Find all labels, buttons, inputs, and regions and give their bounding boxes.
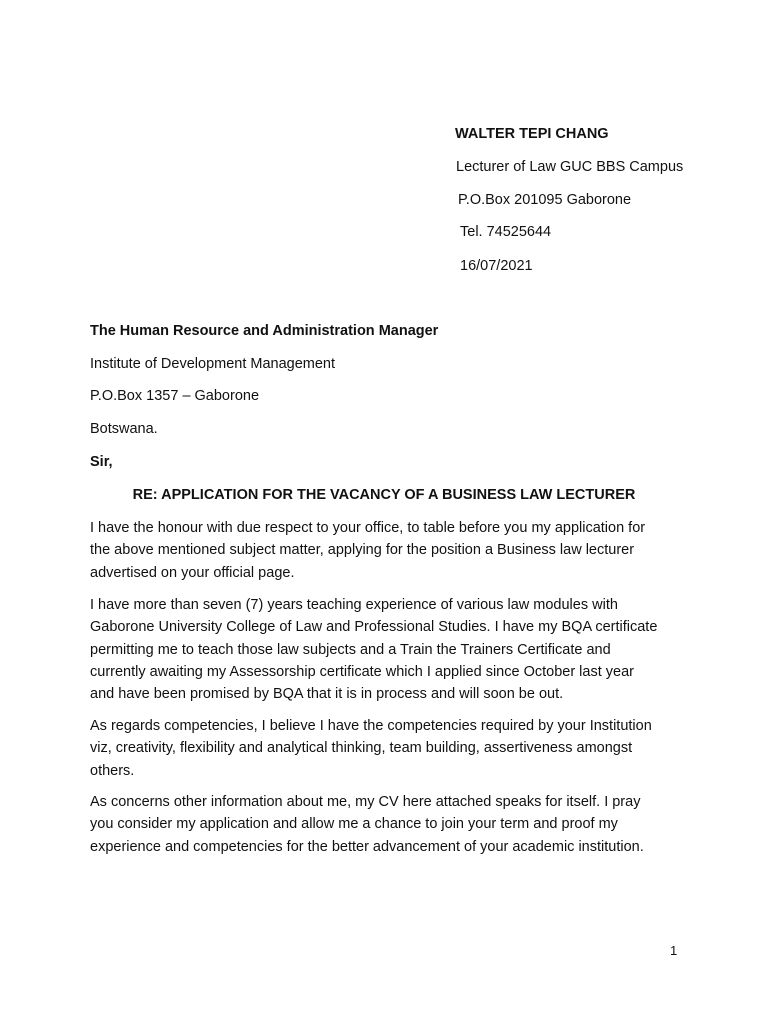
- salutation: Sir,: [90, 454, 113, 470]
- recipient-organization: Institute of Development Management: [90, 356, 336, 372]
- paragraph-line: others.: [90, 762, 135, 779]
- body-paragraph-1: [90, 517, 690, 584]
- paragraph-line: advertised on your official page.: [90, 564, 295, 581]
- paragraph-line: currently awaiting my Assessorship certificate which I applied since October last year: [90, 663, 634, 680]
- recipient-address: P.O.Box 1357 – Gaborone: [90, 388, 260, 404]
- paragraph-line: viz, creativity, flexibility and analytical thinking, team building, assertiveness amongst: [90, 740, 633, 757]
- paragraph-line: I have more than seven (7) years teaching experience of various law modules with: [90, 597, 618, 613]
- page-number: 1: [670, 943, 678, 958]
- paragraph-line: As regards competencies, I believe I have the competencies required by your Institution: [90, 718, 652, 734]
- paragraph-line: experience and competencies for the better advancement of your academic institution.: [90, 838, 644, 855]
- body-paragraph-2: [90, 594, 690, 705]
- paragraph-line: and have been promised by BQA that it is in process and will soon be out.: [90, 686, 564, 703]
- sender-address: P.O.Box 201095 Gaborone: [458, 192, 632, 208]
- paragraph-line: Gaborone University College of Law and Professional Studies. I have my BQA certificate: [90, 619, 658, 636]
- subject-line: RE: APPLICATION FOR THE VACANCY OF A BUSINESS LAW LECTURER: [132, 487, 636, 503]
- letter-date: 16/07/2021: [460, 258, 533, 274]
- recipient-country: Botswana.: [90, 421, 158, 437]
- sender-position: Lecturer of Law GUC BBS Campus: [456, 159, 684, 175]
- sender-phone: Tel. 74525644: [460, 224, 552, 240]
- paragraph-line: permitting me to teach those law subjects and a Train the Trainers Certificate and: [90, 641, 611, 658]
- body-paragraph-4: [90, 791, 690, 858]
- paragraph-line: I have the honour with due respect to your office, to table before you my application for: [90, 520, 646, 536]
- sender-name: WALTER TEPI CHANG: [455, 126, 609, 142]
- body-paragraph-3: [90, 715, 690, 782]
- paragraph-line: As concerns other information about me, my CV here attached speaks for itself. I pray: [90, 794, 641, 810]
- recipient-title: The Human Resource and Administration Manager: [90, 323, 439, 339]
- paragraph-line: you consider my application and allow me a chance to join your term and proof my: [90, 816, 618, 833]
- paragraph-line: the above mentioned subject matter, applying for the position a Business law lecturer: [90, 542, 635, 559]
